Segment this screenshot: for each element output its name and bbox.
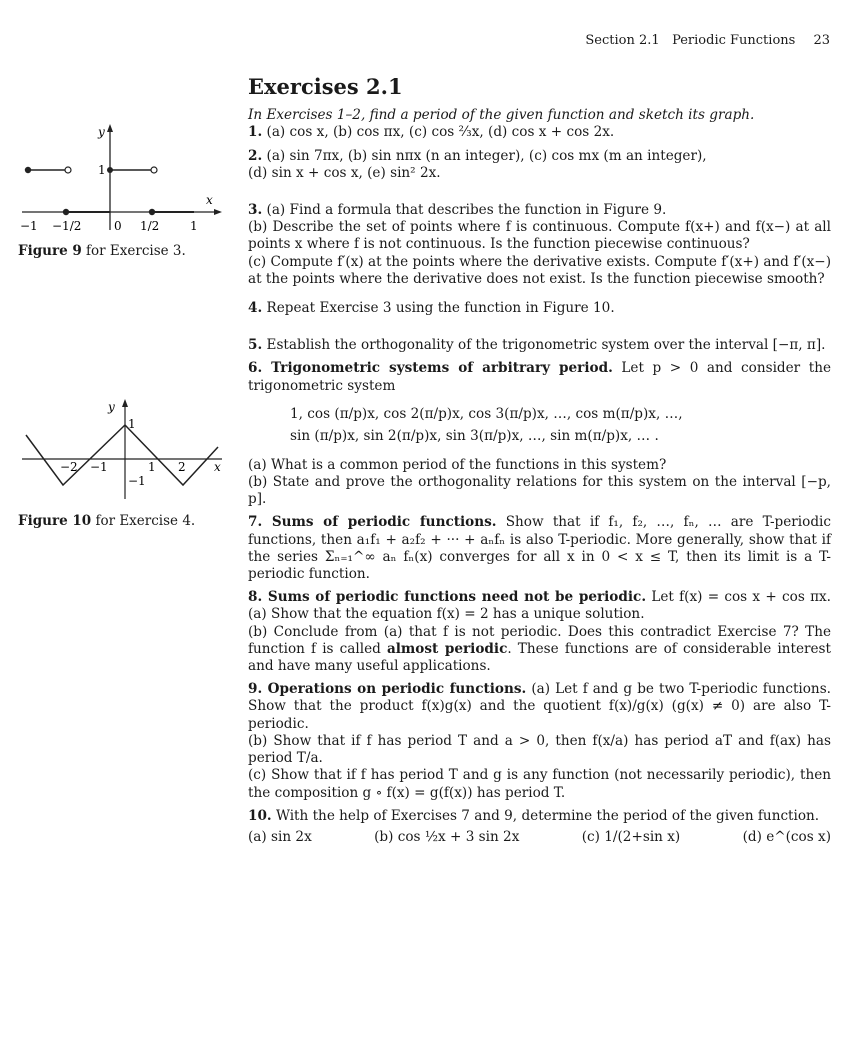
tick-label: −1 <box>20 219 38 233</box>
figure-10-caption <box>18 513 233 529</box>
tick-minus-one: −1 <box>128 474 146 488</box>
caption-label: Figure 9 <box>18 243 82 259</box>
exercise-10 <box>248 808 831 825</box>
zigzag-curve <box>26 425 218 485</box>
figure-10-graph <box>18 395 233 505</box>
exercise-number: 6. <box>248 360 263 377</box>
exercise-title: Trigonometric systems of arbitrary period. <box>262 360 613 377</box>
exercise-4 <box>248 300 831 317</box>
tick-label: 1/2 <box>140 219 160 233</box>
exercise-number: 5. <box>248 337 263 354</box>
closed-dot <box>107 167 113 173</box>
exercise-text: Let p > 0 and consider the trigonometric system <box>248 360 832 394</box>
trig-system <box>290 403 831 447</box>
section-number: Section 2.1 <box>585 33 660 48</box>
caption-text: for Exercise 4. <box>91 513 196 529</box>
y-label: y <box>98 125 105 139</box>
y-arrow <box>122 399 128 407</box>
exercise-intro: In Exercises 1–2, find a period of the given function and sketch its graph. <box>248 107 755 124</box>
exercise-number: 1. <box>248 124 263 141</box>
exercise-text: With the help of Exercises 7 and 9, determine the period of the given function. <box>271 807 820 824</box>
tick-one: 1 <box>128 417 136 431</box>
tick-label: −2 <box>60 460 78 474</box>
caption-text: for Exercise 3. <box>81 243 186 259</box>
choice-c: (c) 1/(2+sin x) <box>581 828 681 845</box>
exercise-9 <box>248 681 831 801</box>
exercise-text: Establish the orthogonality of the trigonometric system over the interval [−π, π]. <box>262 337 826 354</box>
figure-9-graph <box>18 120 233 235</box>
section-title: Periodic Functions <box>672 33 796 48</box>
exercise-10-choices <box>248 829 831 846</box>
exercise-title: Operations on periodic functions. <box>262 681 527 698</box>
exercises-column <box>248 74 832 846</box>
exercise-text: Show that if f₁, f₂, …, fₙ, … are T-periodic functions, then a₁f₁ + a₂f₂ + ··· + aₙfₙ is also T-periodic. More generally, show that if the series Σₙ₌₁^∞ aₙ fₙ(x) converges for all x in 0 < x ≤ T, then its limit is a T-periodic function. <box>248 514 832 583</box>
choice-a: (a) sin 2x <box>248 828 312 845</box>
closed-dot <box>149 209 155 215</box>
figure-9 <box>18 120 233 259</box>
x-arrow <box>214 209 222 215</box>
tick-label: 2 <box>178 460 186 474</box>
exercise-number: 7. <box>248 514 263 531</box>
page-title: Exercises 2.1 <box>248 74 403 99</box>
exercise-part: (b) Conclude from (a) that f is not periodic. Does this contradict Exercise 7? The function f is called <box>248 623 831 657</box>
exercise-text: (a) cos x, (b) cos πx, (c) cos ⅔x, (d) cos x + cos 2x. <box>262 124 615 141</box>
exercise-3 <box>248 202 831 288</box>
exercise-7 <box>248 514 831 583</box>
tick-label: −1/2 <box>52 219 82 233</box>
exercise-6-parts <box>248 457 831 509</box>
exercise-part: (c) Compute f′(x) at the points where the derivative exists. Compute f′(x+) and f′(x−) at the points where the derivative does not exist. Is the function piecewise smooth? <box>248 253 831 287</box>
running-header <box>585 33 830 48</box>
tick-one: 1 <box>98 163 106 177</box>
open-dot <box>65 167 71 173</box>
tick-label: −1 <box>90 460 108 474</box>
exercise-number: 10. <box>248 807 272 824</box>
exercise-part: (c) Show that if f has period T and g is any function (not necessarily periodic), then the composition g ∘ f(x) = g(f(x)) has period T. <box>248 767 831 801</box>
exercise-6 <box>248 360 831 394</box>
exercise-text: Repeat Exercise 3 using the function in Figure 10. <box>262 300 615 317</box>
y-label: y <box>108 400 115 414</box>
tick-label: 1 <box>190 219 198 233</box>
closed-dot <box>25 167 31 173</box>
x-label: x <box>206 193 213 207</box>
exercise-8 <box>248 589 831 675</box>
exercise-part: (a) Let f and g be two T-periodic functions. Show that the product f(x)g(x) and the quotient f(x)/g(x) (g(x) ≠ 0) are also T-periodic. <box>248 681 831 732</box>
caption-label: Figure 10 <box>18 513 92 529</box>
figure-10 <box>18 395 233 529</box>
exercise-number: 8. <box>248 589 263 606</box>
exercise-text: Let f(x) = cos x + cos πx. (a) Show that the equation f(x) = 2 has a unique solution. <box>248 589 831 623</box>
tick-label: 1 <box>148 460 156 474</box>
exercise-number: 3. <box>248 202 263 219</box>
page-number: 23 <box>813 33 830 48</box>
exercise-part: (a) Find a formula that describes the function in Figure 9. <box>262 202 667 219</box>
exercise-title: Sums of periodic functions need not be periodic. <box>262 589 647 606</box>
exercise-part: (b) Describe the set of points where f is continuous. Compute f(x+) and f(x−) at all points x where f is not continuous. Is the function piecewise continuous? <box>248 219 831 253</box>
figure-9-caption <box>18 243 233 259</box>
tick-label: 0 <box>114 219 122 233</box>
exercise-number: 4. <box>248 300 263 317</box>
y-arrow <box>107 124 113 132</box>
exercise-2 <box>248 148 831 182</box>
exercise-1 <box>248 124 831 141</box>
exercise-part: (b) Show that if f has period T and a > 0, then f(x/a) has period aT and f(ax) has period T/a. <box>248 732 831 767</box>
exercise-part: . These functions are of considerable interest and have many useful applications. <box>248 640 831 675</box>
exercise-number: 2. <box>248 147 263 164</box>
choice-b: (b) cos ½x + 3 sin 2x <box>374 828 520 845</box>
exercise-number: 9. <box>248 681 263 698</box>
term-almost-periodic: almost periodic <box>386 640 508 657</box>
exercise-text: (d) sin x + cos x, (e) sin² 2x. <box>248 164 441 181</box>
cos-sequence: 1, cos (π/p)x, cos 2(π/p)x, cos 3(π/p)x, …, cos m(π/p)x, …, <box>290 405 683 422</box>
open-dot <box>151 167 157 173</box>
exercise-5 <box>248 337 831 354</box>
choice-d: (d) e^(cos x) <box>742 828 831 845</box>
x-label: x <box>214 460 221 474</box>
closed-dot <box>63 209 69 215</box>
exercise-text: (a) sin 7πx, (b) sin nπx (n an integer), (c) cos mx (m an integer), <box>262 147 707 164</box>
sin-sequence: sin (π/p)x, sin 2(π/p)x, sin 3(π/p)x, …, sin m(π/p)x, … . <box>290 427 659 444</box>
exercise-part: (b) State and prove the orthogonality relations for this system on the interval [−p, p]. <box>248 474 831 508</box>
exercise-part: (a) What is a common period of the functions in this system? <box>248 456 667 473</box>
exercise-title: Sums of periodic functions. <box>262 514 497 531</box>
